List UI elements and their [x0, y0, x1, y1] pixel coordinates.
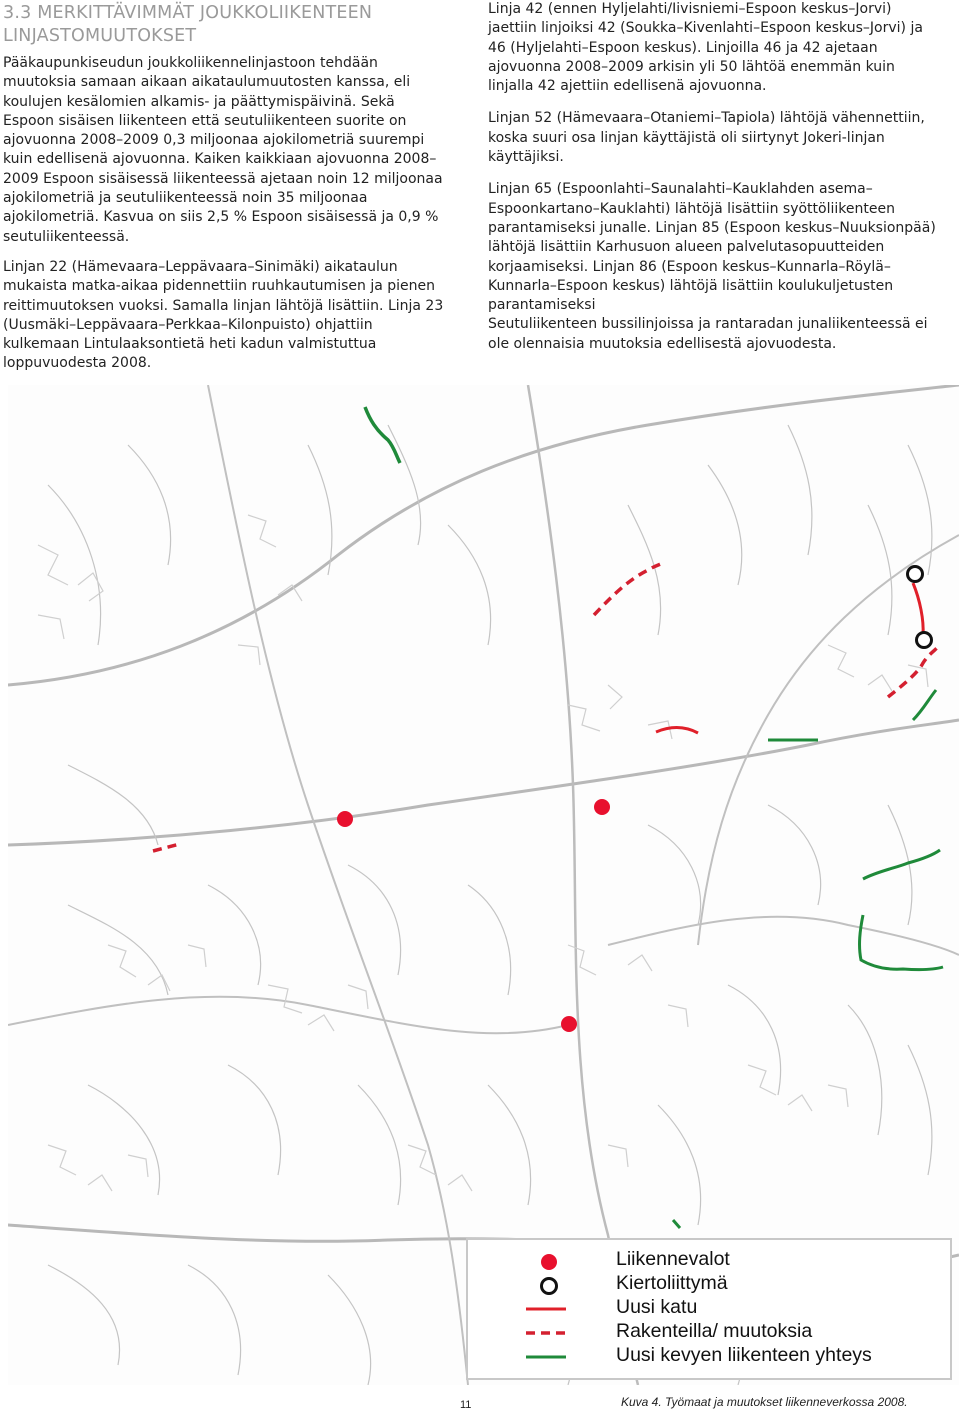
new-light-traffic-connection [673, 1220, 680, 1228]
roundabout-symbol [516, 1273, 566, 1297]
traffic-light-symbol [516, 1249, 566, 1273]
new-light-traffic-connection [913, 690, 936, 720]
legend-label-new-street: Uusi katu [616, 1296, 698, 1318]
figure-caption: Kuva 4. Työmaat ja muutokset liikenneverkossa 2008. [621, 1395, 908, 1409]
map-legend [466, 1238, 952, 1380]
legend-label-roundabout: Kiertoliittymä [616, 1272, 728, 1294]
legend-label-traffic-lights: Liikennevalot [616, 1248, 730, 1270]
roundabout-marker [908, 567, 923, 582]
new-street-symbol [516, 1297, 566, 1321]
map-canvas [8, 385, 959, 1385]
roundabout-marker [917, 633, 932, 648]
light-traffic-symbol [516, 1345, 566, 1369]
right-paragraph-1: Linja 42 (ennen Hyljelahti/Iivisniemi–Espoon keskus–Jorvi) jaettiin linjoiksi 42 (Soukka–Kivenlahti–Espoon keskus–Jorvi) ja 46 (Hyljelahti–Espoon keskus). Linjoilla 46 ja 42 ajetaan ajovuonna 2008–2009 arkisin yli 50 lähtöä enemmän kuin linjalla 42 ajettiin edellisenä ajovuonna. [488, 1, 923, 95]
road-network [8, 385, 959, 1385]
traffic-light-marker [594, 799, 610, 815]
road-network-map [8, 385, 959, 1385]
page-number: 11 [460, 1399, 472, 1411]
construction-segment [153, 844, 180, 851]
traffic-light-marker [561, 1016, 577, 1032]
left-column [3, 0, 448, 385]
left-paragraph-2: Linjan 22 (Hämevaara–Leppävaara–Sinimäki) aikataulun mukaista matka-aikaa pidennettiin ruuhkautumisen ja pienen reittimuutoksen vuoksi. Samalla linjan lähtöjä lisättiin. Linja 23 (Uusmäki–Leppävaara–Perkkaa–Kilonpuisto) ohjattiin kulkemaan Lintulaaksontietä heti kadun valmistuttua loppuvuodesta 2008. [3, 258, 444, 372]
right-paragraph-3: Linjan 65 (Espoonlahti–Saunalahti–Kauklahden asema–Espoonkartano–Kauklahti) lähtöjä lisättiin syöttöliikenteen parantamiseksi junalle. Linjan 85 (Espoon keskus–Nuuksionpää) lähtöjä lisättiin Karhusuon alueen palvelutasopuutteiden korjaamiseksi. Linjan 86 (Espoon keskus–Kunnarla–Röylä–Kunnarla–Espoon keskus) lähtöjä lisättiin koulukuljetusten parantamiseksi Seutuliikenteen bussilinjoissa ja rantaradan junaliikenteessä ei ole olennaisia muutoksia edellisestä ajovuodesta. [488, 181, 936, 352]
traffic-light-marker [337, 811, 353, 827]
legend-label-under-construction: Rakenteilla/ muutoksia [616, 1320, 813, 1342]
construction-segment [888, 647, 938, 697]
section-title [3, 2, 448, 48]
section-title-line1: 3.3 MERKITTÄVIMMÄT JOUKKOLIIKENTEEN [3, 3, 373, 23]
new-street [656, 728, 698, 733]
section-title-line2: LINJASTOMUUTOKSET [3, 26, 197, 46]
construction-symbol [516, 1321, 566, 1345]
right-paragraph-2: Linjan 52 (Hämevaara–Otaniemi–Tapiola) lähtöjä vähennettiin, koska suuri osa linjan käyttäjistä oli siirtynyt Jokeri-linjan käyttäjiksi. [488, 110, 925, 166]
new-street [913, 583, 923, 635]
new-light-traffic-connection [365, 407, 400, 463]
new-light-traffic-connection [863, 850, 940, 879]
construction-segment [594, 563, 663, 615]
right-column [488, 0, 943, 367]
legend-label-new-light-traffic: Uusi kevyen liikenteen yhteys [616, 1344, 872, 1366]
left-paragraph-1: Pääkaupunkiseudun joukkoliikennelinjastoon tehdään muutoksia samaan aikaan aikataulumuutosten kanssa, eli koulujen kesälomien alkamis- ja päättymispäivinä. Sekä Espoon sisäisen liikenteen että seutuliikenteen suorite on ajovuonna 2008–2009 0,3 miljoonaa ajokilometriä suurempi kuin edellisenä ajovuonna. Kaiken kaikkiaan ajovuonna 2008–2009 Espoon sisäisessä liikenteessä ajetaan noin 12 miljoonaa ajokilometriä ja seutuliikenteessä noin 35 miljoonaa ajokilometriä. Kasvua on siis 2,5 % Espoon sisäisessä ja 0,9 % seutuliikenteessä. [3, 55, 443, 245]
new-light-traffic-connection [860, 915, 943, 970]
